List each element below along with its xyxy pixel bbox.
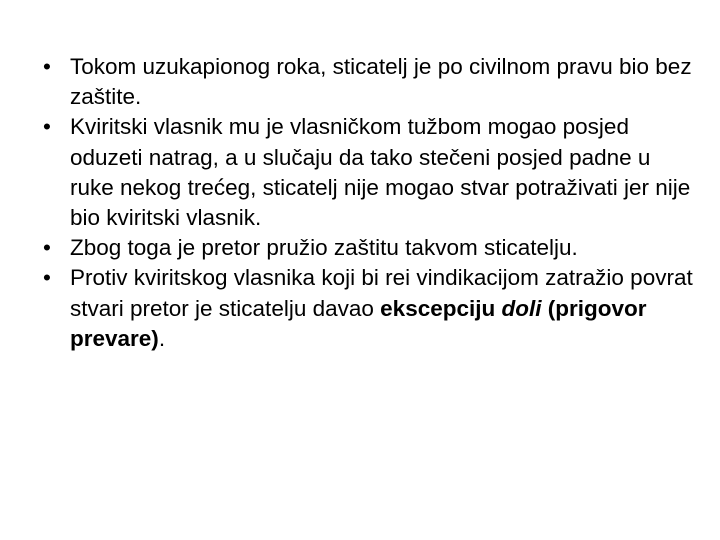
bullet-marker: • — [43, 54, 51, 79]
bullet-text: Zbog toga je pretor pružio zaštitu takvom sticatelju. — [70, 235, 578, 261]
bullet-marker: • — [43, 235, 51, 261]
bullet-text: Tokom uzukapionog roka, sticatelj je po civilnom pravu bio bez zaštite. — [70, 54, 692, 110]
bold-term-exception: ekscepciju — [380, 295, 496, 321]
bullet-item-2 — [40, 112, 700, 233]
bullet-item-3 — [40, 233, 700, 263]
bullet-item-1 — [40, 52, 700, 112]
bullet-text: Kviritski vlasnik mu je vlasničkom tužbom mogao posjed oduzeti natrag, a u slučaju da tako stečeni posjed padne u ruke nekog trećeg, sticatelj nije mogao stvar potraživati jer nije bio kviritski vlasnik. — [70, 114, 691, 231]
bullet-text-end: . — [158, 325, 166, 351]
italic-term-doli: doli — [501, 295, 542, 321]
bullet-item-4 — [40, 263, 700, 354]
bold-term-prigovor: (prigovor prevare) — [70, 295, 647, 351]
bullet-marker: • — [43, 114, 51, 140]
bullet-list — [40, 52, 700, 354]
bullet-text: Protiv kviritskog vlasnika koji bi rei vindikacijom zatražio povrat stvari pretor je sticatelju davao — [70, 265, 693, 321]
bullet-marker: • — [43, 265, 51, 291]
